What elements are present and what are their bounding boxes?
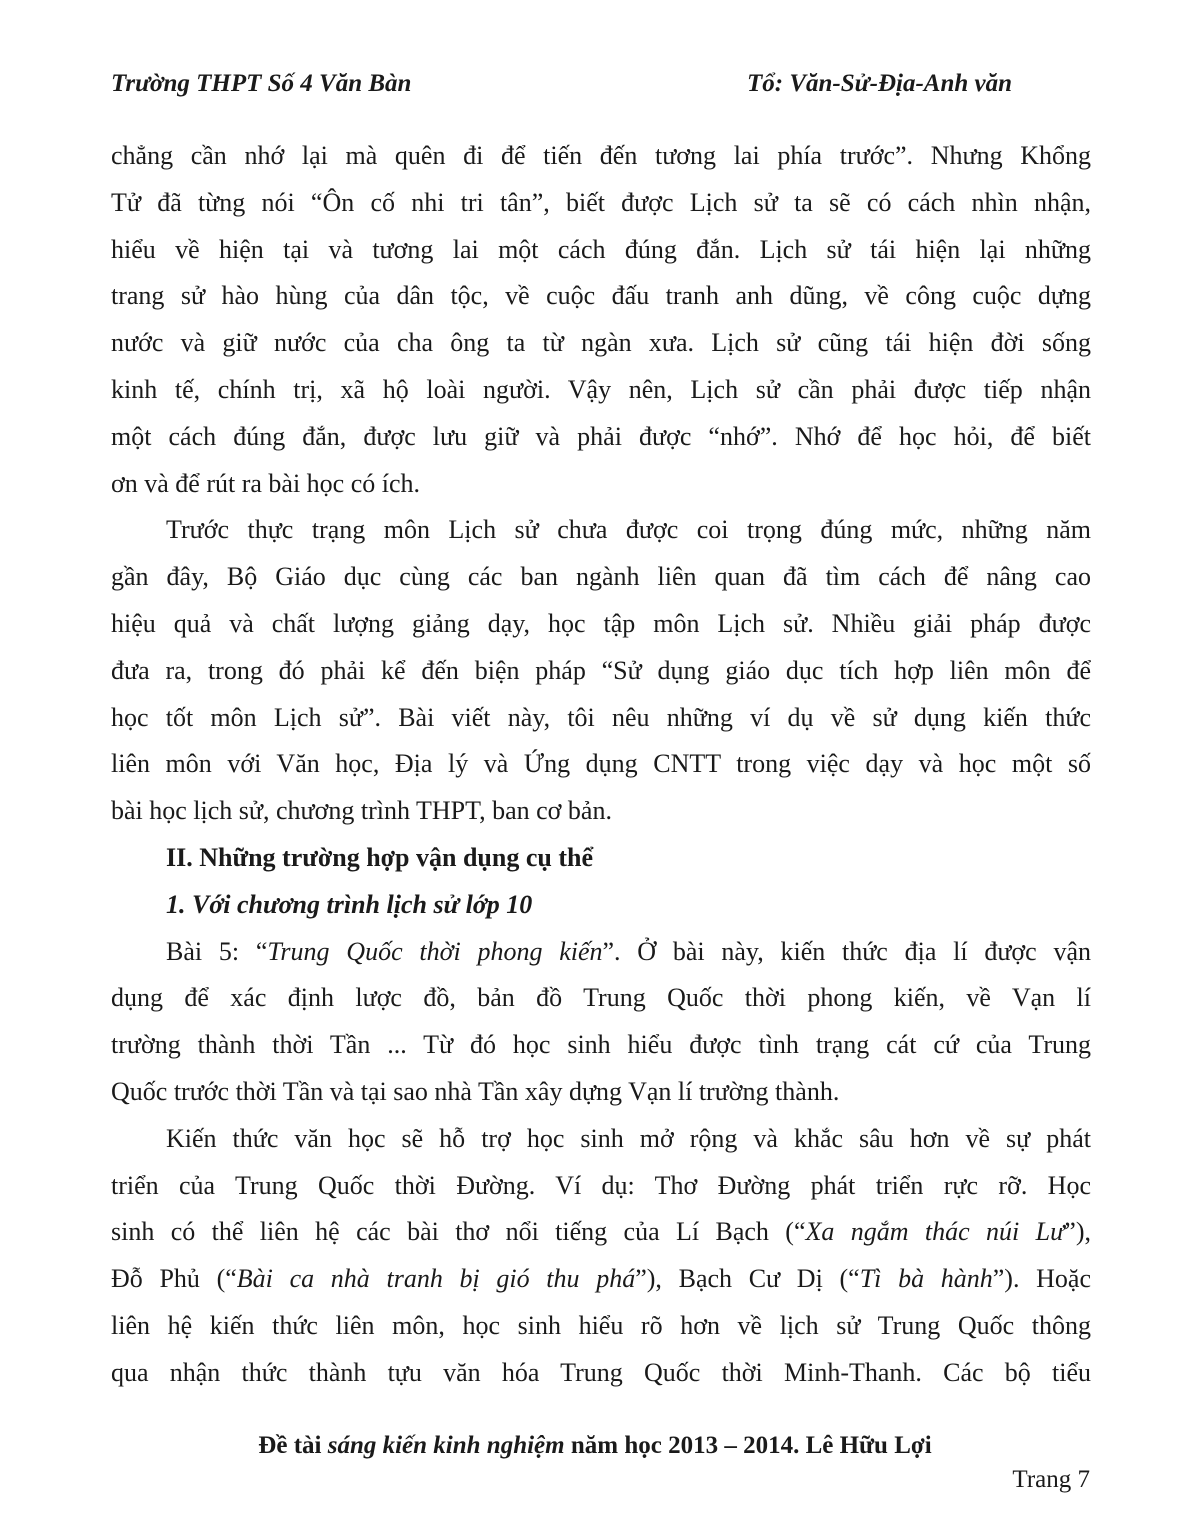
text-line: liên môn với Văn học, Địa lý và Ứng dụng CNTT trong việc dạy và học một số — [111, 749, 1091, 779]
text-line: Kiến thức văn học sẽ hỗ trợ học sinh mở rộng và khắc sâu hơn về sự phát — [166, 1123, 1091, 1153]
page-footer — [0, 1432, 1190, 1460]
text-line — [111, 929, 1091, 976]
paragraph-1 — [111, 133, 1091, 507]
footer-text: Đề tài — [258, 1432, 328, 1459]
text-line: Quốc trước thời Tần và tại sao nhà Tần xây dựng Vạn lí trường thành. — [111, 1076, 840, 1106]
footer-text: năm học 2013 – 2014. Lê Hữu Lợi — [564, 1432, 932, 1459]
header-department: Tổ: Văn-Sử-Địa-Anh văn — [746, 70, 1012, 97]
text-line: liên hệ kiến thức liên môn, học sinh hiểu rõ hơn về lịch sử Trung Quốc thông — [111, 1310, 1091, 1340]
poem-title: Bài ca nhà tranh bị gió thu phá — [236, 1264, 636, 1294]
text-run: ”. Ở bài này, kiến thức địa lí được vận — [602, 936, 1092, 966]
text-line: nước và giữ nước của cha ông ta từ ngàn xưa. Lịch sử cũng tái hiện đời sống — [111, 328, 1091, 358]
text-line: hiệu quả và chất lượng giảng dạy, học tập môn Lịch sử. Nhiều giải pháp được — [111, 608, 1091, 638]
text-run: ”), Bạch Cư Dị (“ — [635, 1264, 860, 1294]
text-line: hiểu về hiện tại và tương lai một cách đúng đắn. Lịch sử tái hiện lại những — [111, 234, 1091, 264]
text-line — [111, 1256, 1091, 1303]
text-run: Đỗ Phủ (“ — [111, 1264, 237, 1294]
document-body — [111, 133, 1091, 1397]
text-line: trang sử hào hùng của dân tộc, về cuộc đấu tranh anh dũng, về công cuộc dựng — [111, 281, 1091, 311]
paragraph-4 — [111, 1116, 1091, 1397]
text-run: Bài 5: “ — [166, 936, 268, 966]
text-line: một cách đúng đắn, được lưu giữ và phải được “nhớ”. Nhớ để học hỏi, để biết — [111, 421, 1091, 451]
text-run: sinh có thể liên hệ các bài thơ nổi tiếng của Lí Bạch (“ — [111, 1217, 806, 1247]
header-school: Trường THPT Số 4 Văn Bàn — [111, 70, 412, 97]
text-line: dụng để xác định lược đồ, bản đồ Trung Quốc thời phong kiến, về Vạn lí — [111, 983, 1091, 1013]
footer-emphasis: sáng kiến kinh nghiệm — [327, 1432, 565, 1459]
text-line: Trước thực trạng môn Lịch sử chưa được coi trọng đúng mức, những năm — [166, 515, 1091, 545]
paragraph-2 — [111, 507, 1091, 835]
text-line: chẳng cần nhớ lại mà quên đi để tiến đến tương lai phía trước”. Nhưng Khổng — [111, 141, 1091, 170]
text-line: gần đây, Bộ Giáo dục cùng các ban ngành liên quan đã tìm cách để nâng cao — [111, 562, 1091, 592]
poem-title: Tì bà hành — [859, 1264, 993, 1294]
text-line: kinh tế, chính trị, xã hộ loài người. Vậy nên, Lịch sử cần phải được tiếp nhận — [111, 374, 1091, 404]
subsection-heading: 1. Với chương trình lịch sử lớp 10 — [166, 889, 533, 919]
text-line: bài học lịch sử, chương trình THPT, ban cơ bản. — [111, 796, 612, 826]
text-line: đưa ra, trong đó phải kể đến biện pháp “Sử dụng giáo dục tích hợp liên môn để — [111, 655, 1091, 685]
text-line: triển của Trung Quốc thời Đường. Ví dụ: Thơ Đường phát triển rực rỡ. Học — [111, 1170, 1091, 1200]
lesson-title: Trung Quốc thời phong kiến — [267, 936, 603, 966]
paragraph-3 — [111, 929, 1091, 1116]
section-heading: II. Những trường hợp vận dụng cụ thể — [166, 842, 594, 872]
page-number: Trang 7 — [1012, 1466, 1090, 1493]
page-header — [111, 70, 1012, 106]
text-line: trường thành thời Tần ... Từ đó học sinh hiểu được tình trạng cát cứ của Trung — [111, 1030, 1091, 1060]
text-line: qua nhận thức thành tựu văn hóa Trung Quốc thời Minh-Thanh. Các bộ tiểu — [111, 1357, 1091, 1387]
text-line — [111, 1209, 1091, 1256]
poem-title: Xa ngắm thác núi Lư — [805, 1217, 1065, 1247]
text-line: Tử đã từng nói “Ôn cố nhi tri tân”, biết được Lịch sử ta sẽ có cách nhìn nhận, — [111, 187, 1091, 217]
text-run: ”), — [1064, 1217, 1091, 1247]
text-line: ơn và để rút ra bài học có ích. — [111, 468, 421, 498]
text-run: ”). Hoặc — [992, 1264, 1091, 1294]
text-line: học tốt môn Lịch sử”. Bài viết này, tôi nêu những ví dụ về sử dụng kiến thức — [111, 702, 1091, 732]
